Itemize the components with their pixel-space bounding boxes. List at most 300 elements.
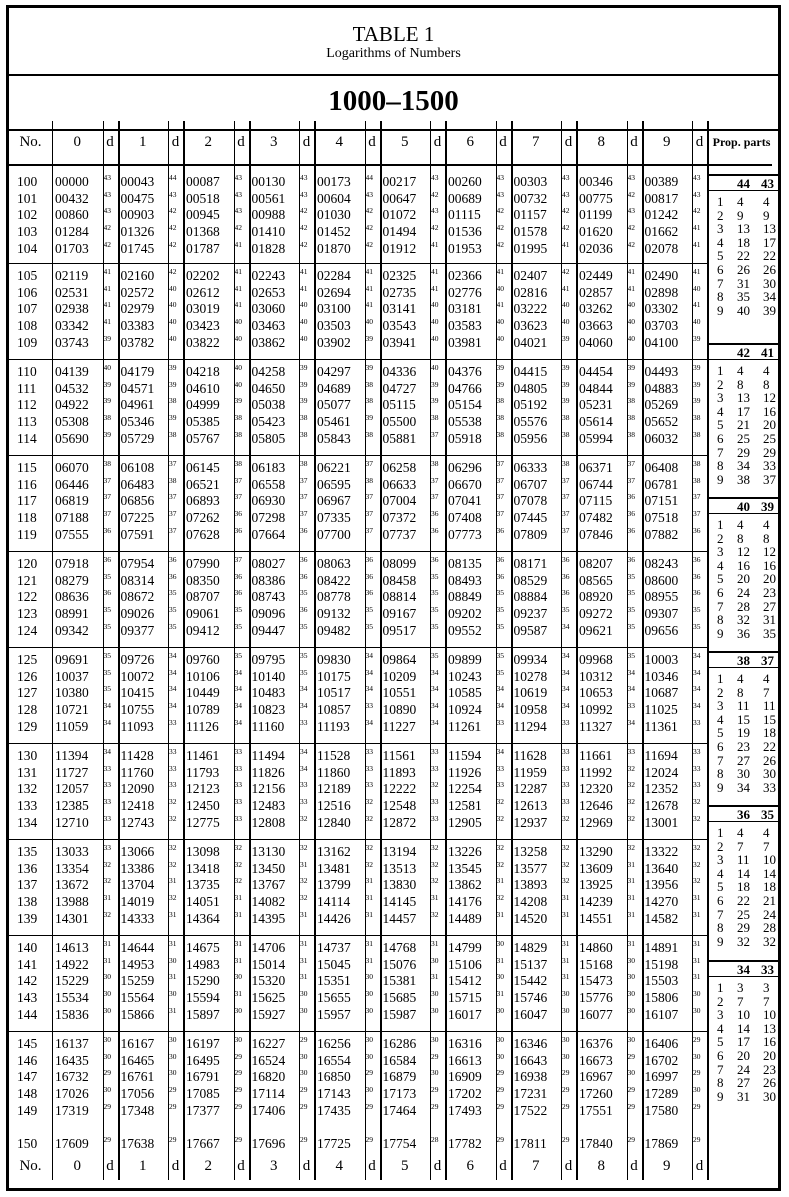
table-cell: 05994 (579, 430, 613, 446)
difference-value: 30 (103, 1085, 111, 1095)
prop-part-value: 13 (737, 390, 750, 406)
difference-value: 37 (693, 509, 701, 519)
difference-value: 40 (496, 333, 504, 343)
difference-value: 39 (693, 333, 701, 343)
difference-value: 42 (169, 206, 177, 216)
table-cell: 11294 (513, 718, 547, 734)
difference-value: 35 (300, 621, 308, 631)
difference-value: 34 (627, 667, 635, 677)
difference-value: 33 (234, 763, 242, 773)
row-number: 119 (17, 526, 37, 542)
table-cell: 02325 (382, 268, 417, 283)
difference-value: 39 (562, 396, 570, 406)
prop-part-digit: 1 (717, 194, 724, 209)
difference-value: 35 (431, 588, 439, 598)
prop-head-b: 37 (761, 653, 774, 668)
difference-value: 30 (169, 1035, 177, 1044)
table-cell: 13194 (382, 844, 417, 859)
table-cell: 17696 (251, 1136, 286, 1151)
table-cell: 06707 (513, 476, 548, 492)
difference-value: 29 (300, 1085, 308, 1095)
prop-part-value: 14 (737, 1020, 750, 1036)
table-cell: 02653 (251, 284, 286, 300)
row-number: 132 (17, 781, 38, 797)
difference-value: 34 (496, 684, 504, 694)
difference-value: 31 (300, 939, 308, 948)
difference-value: 33 (103, 813, 111, 823)
difference-value: 31 (234, 893, 242, 903)
difference-value: 35 (693, 605, 701, 615)
table-cell: 10653 (579, 685, 613, 701)
table-cell: 15014 (251, 956, 286, 972)
prop-part-value: 24 (737, 1061, 750, 1077)
table-cell: 14457 (382, 910, 417, 926)
table-cell: 13862 (448, 877, 482, 893)
table-cell: 03383 (120, 318, 155, 334)
prop-part-digit: 5 (717, 248, 724, 264)
difference-value: 34 (693, 701, 701, 711)
difference-value: 39 (103, 333, 111, 343)
table-cell: 01912 (382, 240, 417, 256)
prop-part-value: 34 (763, 289, 776, 305)
difference-value: 30 (234, 1005, 242, 1015)
difference-value: 31 (496, 955, 504, 965)
table-cell: 08279 (55, 572, 89, 588)
table-cell: 10380 (55, 685, 89, 701)
difference-value: 39 (169, 413, 177, 423)
difference-value: 43 (562, 189, 570, 199)
table-cell: 14489 (448, 910, 482, 926)
prop-part-digit: 3 (717, 221, 724, 237)
difference-value: 34 (169, 667, 177, 677)
difference-value: 33 (562, 747, 570, 756)
difference-value: 31 (365, 939, 373, 948)
difference-value: 32 (562, 859, 570, 869)
difference-value: 32 (365, 813, 373, 823)
table-cell: 15290 (186, 973, 220, 989)
table-cell: 07737 (382, 526, 417, 542)
difference-value: 33 (365, 763, 373, 773)
table-cell: 12156 (251, 781, 286, 797)
difference-value: 39 (365, 363, 373, 372)
table-cell: 16702 (644, 1052, 679, 1068)
difference-value: 41 (365, 300, 373, 310)
difference-value: 29 (365, 1101, 373, 1111)
footer-no: No. (19, 1157, 42, 1174)
difference-value: 33 (365, 747, 373, 756)
table-cell: 03141 (382, 301, 417, 317)
difference-value: 30 (693, 989, 701, 999)
difference-value: 30 (627, 1035, 635, 1044)
difference-value: 36 (627, 555, 635, 564)
table-cell: 10483 (251, 685, 286, 701)
table-cell: 07846 (579, 526, 613, 542)
difference-value: 37 (365, 459, 373, 468)
prop-part-value: 23 (763, 1061, 776, 1077)
table-cell: 02938 (55, 301, 89, 317)
table-cell: 15473 (579, 973, 613, 989)
column-divider (314, 121, 316, 1180)
table-cell: 01662 (644, 224, 679, 240)
difference-value: 36 (300, 605, 308, 615)
difference-value: 37 (300, 509, 308, 519)
prop-part-value: 9 (763, 207, 770, 223)
table-cell: 11428 (120, 748, 154, 763)
table-cell: 06446 (55, 476, 89, 492)
difference-value: 39 (234, 396, 242, 406)
table-cell: 14983 (186, 956, 220, 972)
table-cell: 08672 (120, 589, 155, 605)
table-cell: 08600 (644, 572, 679, 588)
table-cell: 13735 (186, 877, 220, 893)
difference-value: 40 (300, 333, 308, 343)
difference-value: 40 (365, 317, 373, 327)
table-cell: 16017 (448, 1006, 482, 1022)
table-cell: 11093 (120, 718, 154, 734)
difference-value: 34 (103, 701, 111, 711)
table-cell: 17840 (579, 1136, 613, 1151)
table-cell: 09132 (317, 606, 351, 622)
table-cell: 11394 (55, 748, 89, 763)
difference-value: 35 (562, 605, 570, 615)
difference-value: 41 (431, 267, 439, 276)
table-cell: 10687 (644, 685, 679, 701)
difference-value: 32 (496, 893, 504, 903)
table-cell: 17202 (448, 1086, 482, 1102)
prop-part-value: 23 (763, 585, 776, 600)
difference-value: 29 (562, 1068, 570, 1078)
prop-head-a: 40 (737, 499, 750, 514)
table-cell: 16406 (644, 1036, 679, 1051)
table-cell: 07041 (448, 493, 482, 509)
difference-value: 33 (103, 780, 111, 790)
header-col-3: 3 (270, 134, 278, 150)
table-cell: 13704 (120, 877, 155, 893)
row-number: 122 (17, 589, 38, 605)
group-separator (9, 839, 707, 840)
difference-value: 34 (627, 717, 635, 727)
table-cell: 16997 (644, 1069, 679, 1085)
header-col-2: 2 (204, 134, 212, 150)
prop-part-value: 17 (763, 234, 776, 250)
difference-value: 38 (496, 413, 504, 423)
footer-d: d (368, 1157, 376, 1174)
table-cell: 06371 (579, 460, 613, 475)
table-cell: 08743 (251, 589, 286, 605)
table-cell: 15442 (513, 973, 548, 989)
difference-value: 39 (627, 363, 635, 372)
table-cell: 04493 (644, 364, 679, 379)
difference-value: 41 (496, 300, 504, 310)
difference-value: 34 (169, 701, 177, 711)
difference-value: 42 (300, 206, 308, 216)
difference-value: 36 (365, 588, 373, 598)
table-cell: 06408 (644, 460, 679, 475)
table-cell: 11126 (186, 718, 219, 734)
header-d: d (499, 134, 507, 150)
difference-value: 33 (627, 701, 635, 711)
table-cell: 01703 (55, 240, 89, 256)
difference-value: 31 (693, 955, 701, 965)
difference-value: 39 (103, 429, 111, 439)
difference-value: 43 (627, 173, 635, 182)
difference-value: 41 (693, 300, 701, 310)
prop-part-value: 16 (737, 557, 750, 573)
difference-value: 34 (562, 621, 570, 631)
table-cell: 16435 (55, 1052, 89, 1068)
difference-value: 31 (562, 893, 570, 903)
table-cell: 04100 (644, 334, 679, 350)
prop-part-value: 17 (737, 403, 750, 419)
difference-value: 34 (431, 667, 439, 677)
difference-value: 41 (496, 267, 504, 276)
table-cell: 02612 (186, 284, 220, 300)
prop-part-value: 37 (763, 471, 776, 487)
table-cell: 14922 (55, 956, 89, 972)
table-cell: 14364 (186, 910, 220, 926)
table-cell: 11494 (251, 748, 285, 763)
difference-value: 31 (562, 939, 570, 948)
difference-value: 37 (103, 492, 111, 502)
table-cell: 14891 (644, 940, 679, 955)
prop-part-digit: 2 (717, 684, 724, 700)
table-cell: 07628 (186, 526, 220, 542)
prop-part-value: 4 (763, 671, 770, 686)
table-cell: 15381 (382, 973, 417, 989)
difference-value: 31 (562, 909, 570, 919)
title-block (9, 8, 778, 76)
difference-value: 41 (627, 267, 635, 276)
row-number: 130 (17, 748, 38, 763)
table-cell: 11760 (120, 764, 154, 780)
table-cell: 17026 (55, 1086, 89, 1102)
difference-value: 32 (169, 893, 177, 903)
difference-value: 38 (234, 413, 242, 423)
difference-value: 31 (300, 972, 308, 982)
table-cell: 08991 (55, 606, 89, 622)
group-separator (9, 647, 707, 648)
table-cell: 10924 (448, 702, 482, 718)
prop-part-digit: 6 (717, 893, 724, 908)
difference-value: 39 (103, 379, 111, 389)
table-cell: 16077 (579, 1006, 613, 1022)
difference-value: 32 (627, 797, 635, 807)
prop-part-value: 3 (763, 980, 770, 995)
table-cell: 07700 (317, 526, 351, 542)
table-cell: 13162 (317, 844, 351, 859)
prop-part-value: 4 (763, 825, 770, 840)
row-number: 107 (17, 301, 38, 317)
row-number: 149 (17, 1102, 38, 1118)
table-cell: 06781 (644, 476, 679, 492)
table-cell: 02119 (55, 268, 89, 283)
prop-part-digit: 6 (717, 431, 724, 446)
difference-value: 30 (562, 1035, 570, 1044)
prop-part-value: 34 (737, 779, 750, 795)
prop-part-digit: 5 (717, 571, 724, 587)
prop-part-value: 39 (763, 302, 776, 318)
table-cell: 03503 (317, 318, 351, 334)
difference-value: 31 (169, 972, 177, 982)
table-cell: 04179 (120, 364, 155, 379)
difference-value: 39 (496, 363, 504, 372)
table-cell: 00475 (120, 190, 155, 206)
prop-part-digit: 2 (717, 993, 724, 1009)
difference-value: 36 (693, 525, 701, 535)
table-cell: 05805 (251, 430, 286, 446)
difference-value: 32 (693, 843, 701, 852)
row-number: 135 (17, 844, 38, 859)
difference-value: 35 (496, 588, 504, 598)
table-cell: 15564 (120, 990, 155, 1006)
difference-value: 29 (300, 1135, 308, 1144)
prop-part-value: 32 (737, 612, 750, 628)
prop-part-value: 18 (763, 725, 776, 741)
table-cell: 02735 (382, 284, 417, 300)
difference-value: 29 (496, 1068, 504, 1078)
table-cell: 11992 (579, 764, 613, 780)
difference-value: 40 (300, 317, 308, 327)
table-cell: 16256 (317, 1036, 351, 1051)
prop-part-value: 10 (737, 1007, 750, 1023)
table-cell: 07591 (120, 526, 155, 542)
difference-value: 36 (300, 571, 308, 581)
table-cell: 12254 (448, 781, 482, 797)
difference-value: 38 (562, 429, 570, 439)
row-number: 126 (17, 668, 38, 684)
footer-col-8: 8 (597, 1157, 605, 1174)
difference-value: 44 (365, 173, 373, 182)
table-cell: 03423 (186, 318, 220, 334)
table-cell: 10209 (382, 668, 417, 684)
table-cell: 15259 (120, 973, 155, 989)
prop-part-value: 18 (737, 234, 750, 250)
difference-value: 29 (562, 1101, 570, 1111)
table-cell: 04961 (120, 397, 155, 413)
table-cell: 09795 (251, 652, 286, 667)
prop-part-digit: 2 (717, 530, 724, 546)
table-cell: 15106 (448, 956, 482, 972)
prop-part-digit: 7 (717, 275, 724, 291)
difference-value: 38 (693, 413, 701, 423)
table-cell: 03543 (382, 318, 417, 334)
table-cell: 02857 (579, 284, 613, 300)
prop-part-value: 27 (737, 1075, 750, 1091)
difference-value: 28 (431, 1135, 439, 1144)
difference-value: 36 (103, 588, 111, 598)
prop-head-a: 38 (737, 653, 750, 668)
difference-value: 36 (562, 555, 570, 564)
difference-value: 31 (234, 989, 242, 999)
table-cell: 05346 (120, 414, 155, 430)
table-cell: 14644 (120, 940, 155, 955)
difference-value: 35 (103, 571, 111, 581)
difference-value: 34 (300, 763, 308, 773)
prop-part-digit: 9 (717, 625, 724, 641)
difference-value: 32 (562, 876, 570, 886)
prop-part-value: 36 (737, 625, 750, 641)
difference-value: 36 (234, 588, 242, 598)
difference-value: 33 (169, 780, 177, 790)
table-cell: 15320 (251, 973, 286, 989)
difference-value: 31 (103, 893, 111, 903)
difference-value: 32 (693, 859, 701, 869)
difference-value: 30 (300, 1005, 308, 1015)
row-number: 133 (17, 798, 38, 814)
table-cell: 15503 (644, 973, 679, 989)
table-cell: 10619 (513, 685, 548, 701)
difference-value: 35 (496, 651, 504, 660)
difference-value: 33 (562, 797, 570, 807)
difference-value: 38 (169, 429, 177, 439)
difference-value: 38 (103, 413, 111, 423)
difference-value: 29 (693, 1101, 701, 1111)
prop-part-value: 26 (763, 1075, 776, 1091)
prop-part-digit: 2 (717, 838, 724, 854)
table-cell: 12581 (448, 798, 482, 814)
difference-value: 33 (300, 717, 308, 727)
table-cell: 14333 (120, 910, 155, 926)
difference-value: 37 (365, 525, 373, 535)
table-cell: 04376 (448, 364, 482, 379)
difference-value: 30 (103, 989, 111, 999)
difference-value: 36 (496, 555, 504, 564)
prop-part-digit: 5 (717, 725, 724, 741)
difference-value: 30 (693, 1051, 701, 1061)
footer-d: d (433, 1157, 442, 1174)
table-cell: 05077 (317, 397, 351, 413)
table-cell: 09552 (448, 622, 482, 638)
difference-value: 40 (169, 283, 177, 293)
difference-value: 34 (103, 747, 111, 756)
difference-value: 29 (627, 1101, 635, 1111)
table-cell: 08493 (448, 572, 482, 588)
difference-value: 37 (562, 509, 570, 519)
difference-value: 38 (562, 459, 570, 468)
table-cell: 06856 (120, 493, 155, 509)
header-col-7: 7 (532, 134, 540, 150)
table-cell: 15866 (120, 1006, 155, 1022)
header-col-8: 8 (597, 134, 605, 150)
table-cell: 16673 (579, 1052, 613, 1068)
difference-value: 30 (300, 989, 308, 999)
difference-value: 35 (103, 605, 111, 615)
table-cell: 15715 (448, 990, 482, 1006)
table-cell: 03703 (644, 318, 679, 334)
prop-parts-header (707, 497, 780, 514)
table-cell: 17493 (448, 1102, 482, 1118)
difference-value: 39 (300, 379, 308, 389)
difference-value: 38 (627, 429, 635, 439)
table-cell: 10278 (513, 668, 548, 684)
difference-value: 40 (431, 363, 439, 372)
table-cell: 16167 (120, 1036, 155, 1051)
table-cell: 05956 (513, 430, 548, 446)
table-cell: 06967 (317, 493, 351, 509)
table-cell: 15198 (644, 956, 679, 972)
difference-value: 38 (300, 459, 308, 468)
footer-col-2: 2 (204, 1157, 212, 1174)
prop-part-digit: 2 (717, 207, 724, 223)
column-header-row (9, 121, 772, 166)
table-cell: 05918 (448, 430, 482, 446)
row-number: 144 (17, 1006, 38, 1022)
table-cell: 16316 (448, 1036, 482, 1051)
table-cell: 00860 (55, 207, 89, 223)
table-cell: 14551 (579, 910, 613, 926)
header-d: d (630, 134, 638, 150)
prop-part-value: 24 (737, 585, 750, 600)
